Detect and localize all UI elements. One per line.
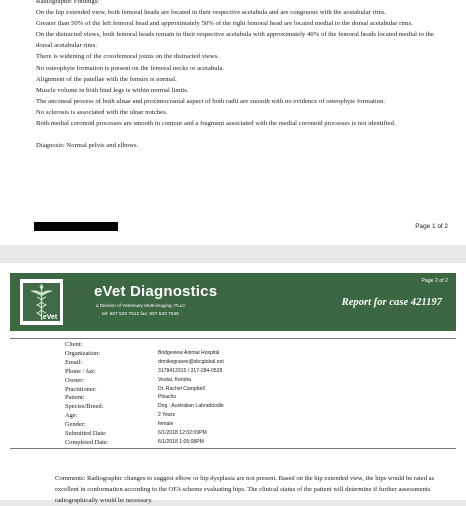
logo-wordmark: eVet — [42, 314, 58, 321]
info-value: Vestal, Kendra — [158, 376, 192, 383]
info-row-phone — [10, 368, 456, 377]
info-label: Gender: — [65, 421, 86, 429]
evet-logo — [20, 279, 63, 325]
findings-paragraph: On the hip extended view, both femoral heads are located in their respective acetabula and are congruous with the acetabular rims. — [36, 9, 387, 17]
findings-paragraph: Greater than 50% of the left femoral head and approximately 50% of the right femoral head are located medial to the dorsal acetabular rims. — [36, 20, 413, 28]
info-value: Pikachu — [158, 394, 177, 401]
info-row-organization — [10, 350, 456, 359]
brand-contact: tel: 607 533 7512 fax: 607 533 7649 — [102, 312, 179, 317]
info-row-species-breed — [10, 403, 456, 412]
info-value: Dog : Australian Labradoodle — [158, 403, 224, 410]
info-label: Practitioner: — [65, 385, 97, 393]
findings-paragraph: Radiographic Findings: — [36, 0, 100, 5]
page-number: Page 1 of 2 — [415, 223, 448, 230]
redaction-bar — [34, 222, 118, 231]
findings-paragraph: Muscle volume in both hind legs is within normal limits. — [36, 86, 189, 94]
info-value: 6/1/2018 12:02:09PM — [158, 430, 207, 436]
info-row-email — [10, 359, 456, 368]
info-label: Patient: — [65, 394, 85, 402]
info-label: Email: — [65, 358, 83, 366]
info-label: Client: — [65, 341, 83, 348]
findings-paragraph: Both medial coronoid processes are smooth in contour and a fragment associated with the medial coronoid processes is not identified. — [36, 120, 396, 128]
info-value: 6/1/2018 1:05:08PM — [158, 438, 204, 445]
page-number: Page 2 of 2 — [421, 278, 448, 284]
info-label: Phone / fax: — [65, 367, 96, 375]
findings-paragraph: Alignment of the patellae with the femurs is normal. — [36, 75, 177, 83]
findings-paragraph: On the distracted views, both femoral heads remain in their respective acetabula with approximately 40% of the femoral heads located medial to the dorsal acetabular rims. — [36, 31, 434, 50]
info-row-gender — [10, 421, 456, 430]
findings-paragraph: No sclerosis is associated with the ulnar notches. — [36, 108, 168, 116]
report-title: Report for case 421197 — [341, 297, 442, 308]
findings-text — [36, 0, 436, 151]
info-value: Bridgeview Animal Hospital — [158, 349, 220, 356]
info-label: Owner: — [65, 376, 85, 384]
brand-name: eVet Diagnostics — [94, 283, 218, 300]
info-value: Dr. Rachel Campbell — [158, 385, 205, 392]
info-row-client — [10, 341, 456, 350]
report-page-1 — [0, 0, 466, 245]
findings-paragraph: The anconeal process of both ulnae and proximocranial aspect of both radii are smooth with no evidence of osteophyte formation. — [36, 97, 386, 105]
info-label: Species/Breed: — [65, 403, 104, 411]
info-label: Organization: — [65, 349, 101, 357]
info-row-submitted-date — [10, 430, 456, 439]
info-row-owner — [10, 377, 456, 386]
diagnosis-line: Diagnosis: Normal pelvis and elbows. — [36, 142, 139, 150]
info-label: Age: — [65, 412, 78, 420]
info-row-patient — [10, 394, 456, 403]
info-value: 3178413315 / 317-284-0528 — [158, 367, 223, 374]
info-row-completed-date — [10, 439, 456, 448]
findings-paragraph: There is widening of the coxofemoral joints on the distracted views. — [36, 53, 220, 61]
findings-paragraph: No osteophyte formation is present on the femoral necks or acetabula. — [36, 64, 225, 72]
report-page-2 — [0, 263, 466, 504]
caduceus-logo-icon — [20, 279, 63, 325]
brand-subtitle: a Division of Veterinary Multi-imaging, PLLC — [96, 303, 186, 308]
info-row-age — [10, 412, 456, 421]
letterhead-banner — [10, 273, 456, 331]
info-row-practitioner — [10, 386, 456, 395]
case-info-table — [10, 338, 456, 449]
info-value: 2 Years — [158, 412, 175, 419]
comments-paragraph: Comments: Radiographic changes to suggest elbow or hip dysplasia are not present. Based on the hip extended view, the hips would be rated as excellent in conformation according to the OFA scheme evaluating hips. The clinical status of the patient will determine if further assessments radiographically would be necessary. — [55, 474, 435, 504]
info-value: female — [158, 421, 174, 428]
info-value: drmikegraves@sbcglobal.net — [158, 358, 224, 365]
info-label: Submitted Date: — [65, 430, 107, 437]
info-label: Completed Date: — [65, 438, 109, 446]
